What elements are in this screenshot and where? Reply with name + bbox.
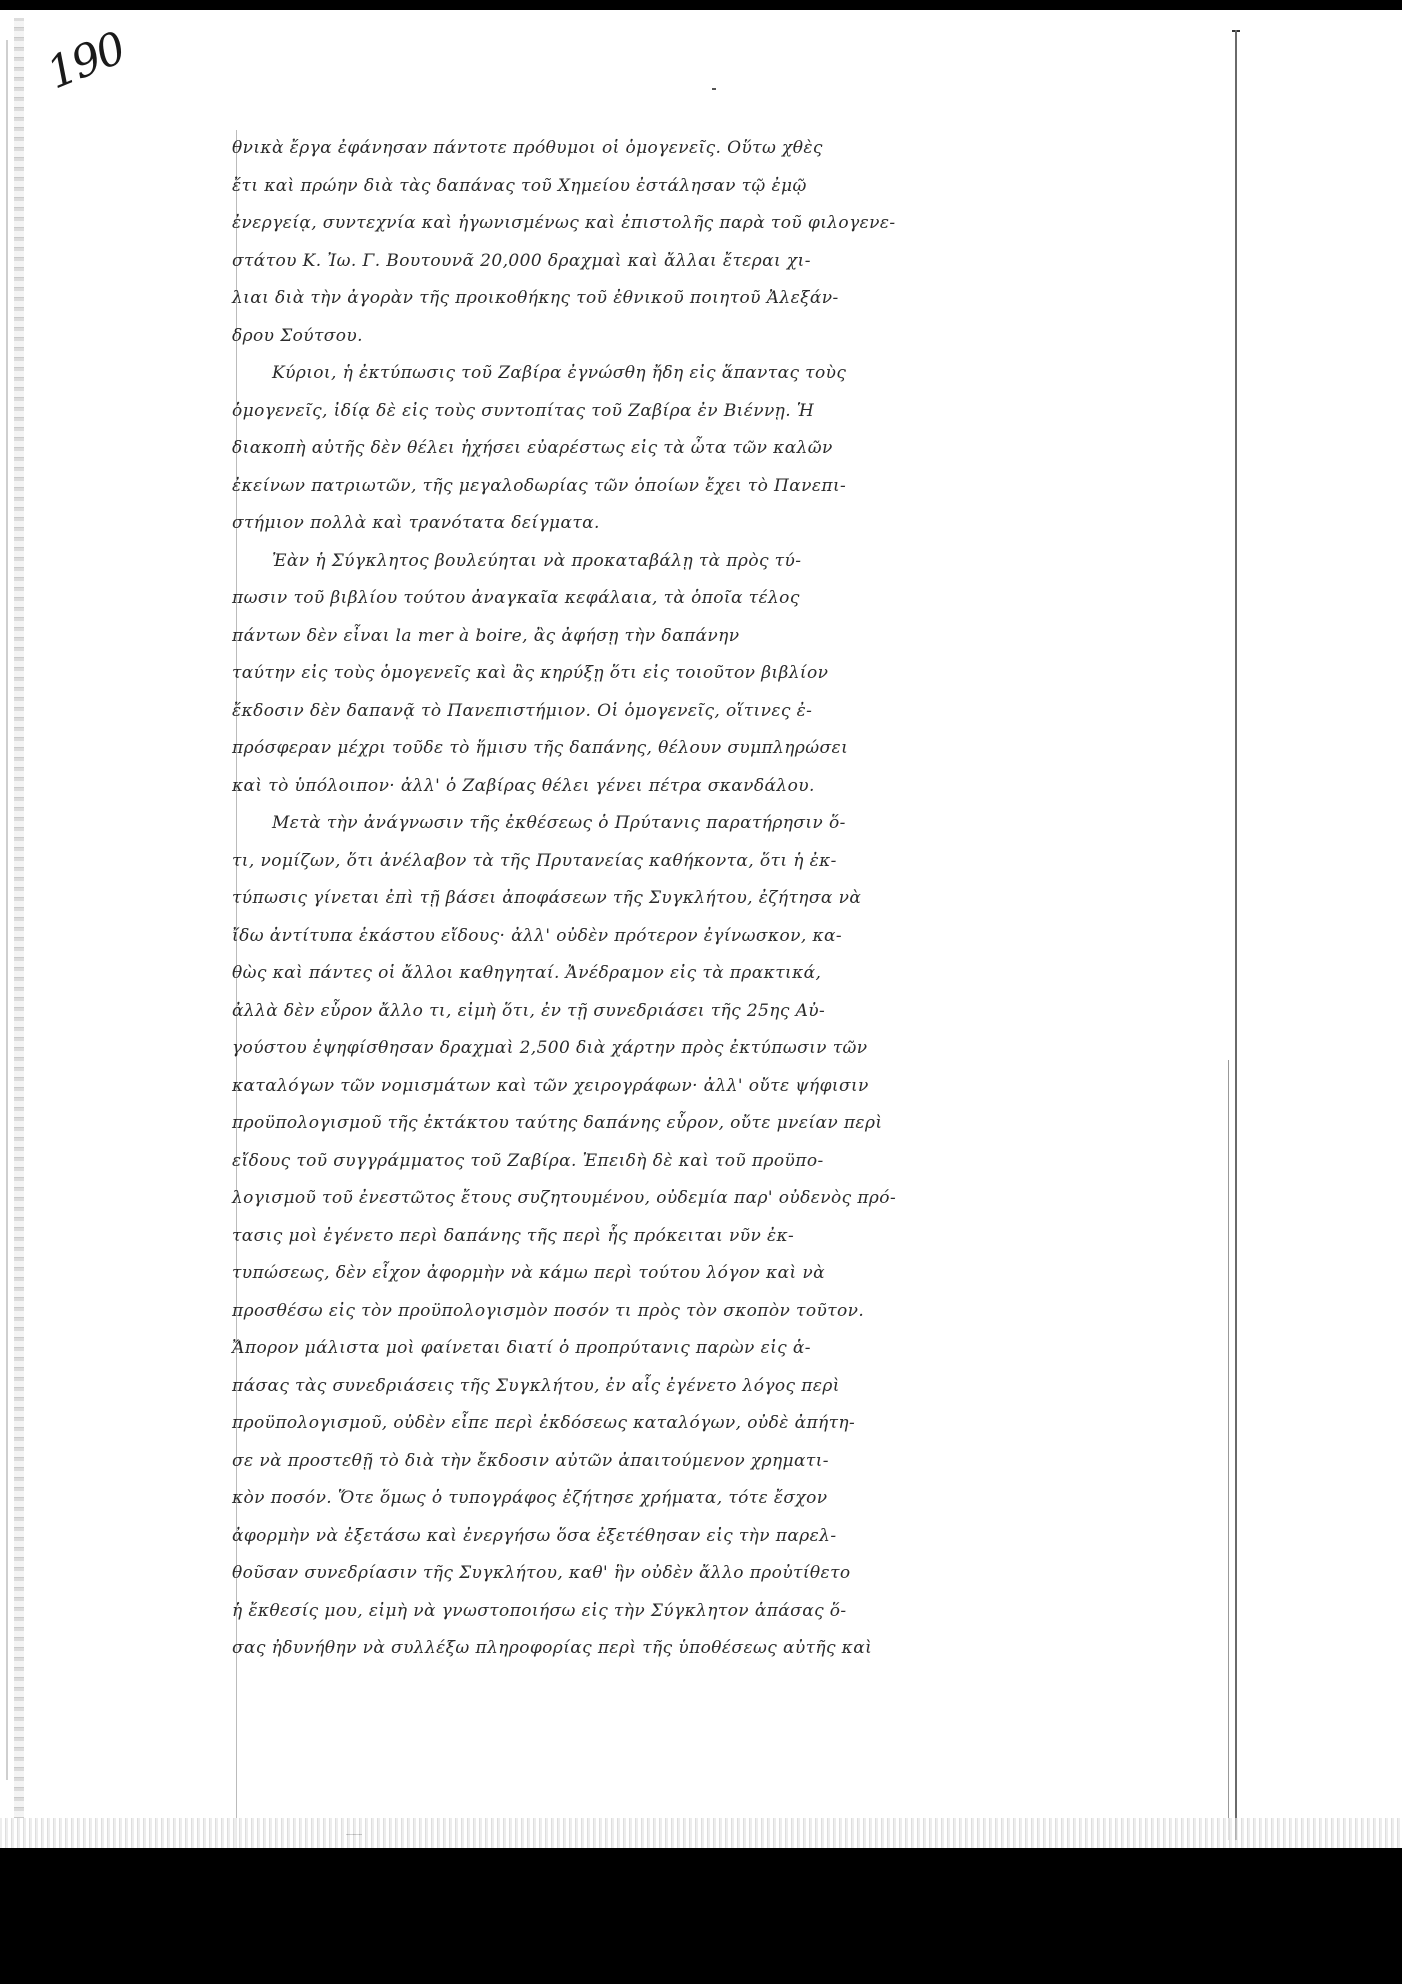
text-line: κὸν ποσόν. Ὅτε ὅμως ὁ τυπογράφος ἐζήτησε χρήματα, τότε ἔσχον bbox=[232, 1488, 828, 1508]
text-line: Μετὰ τὴν ἀνάγνωσιν τῆς ἐκθέσεως ὁ Πρύτανις παρατήρησιν ὅ- bbox=[272, 813, 846, 833]
scan-edge bbox=[6, 40, 8, 1780]
text-line: ταύτην εἰς τοὺς ὁμογενεῖς καὶ ἂς κηρύξῃ ὅτι εἰς τοιοῦτον βιβλίον bbox=[232, 663, 829, 683]
text-line: Ἄπορον μάλιστα μοὶ φαίνεται διατί ὁ προπρύτανις παρὼν εἰς ἁ- bbox=[232, 1338, 811, 1358]
text-line: ἔτι καὶ πρώην διὰ τὰς δαπάνας τοῦ Χημείου ἐστάλησαν τῷ ἐμῷ bbox=[232, 175, 807, 196]
text-line: δρου Σούτσου. bbox=[232, 325, 363, 346]
text-line: πάντων δὲν εἶναι la mer à boire, ἂς ἀφήσῃ τὴν δαπάνην bbox=[232, 625, 740, 646]
text-line: τι, νομίζων, ὅτι ἀνέλαβον τὰ τῆς Πρυτανείας καθήκοντα, ὅτι ἡ ἐκ- bbox=[232, 850, 837, 871]
text-line: πρόσφεραν μέχρι τοῦδε τὸ ἥμισυ τῆς δαπάνης, θέλουν συμπληρώσει bbox=[232, 738, 849, 758]
right-page-edge bbox=[1235, 30, 1237, 1840]
text-line: σε νὰ προστεθῇ τὸ διὰ τὴν ἔκδοσιν αὐτῶν ἀπαιτούμενον χρηματι- bbox=[232, 1450, 829, 1471]
text-line: ἐκείνων πατριωτῶν, τῆς μεγαλοδωρίας τῶν ὁποίων ἔχει τὸ Πανεπι- bbox=[232, 475, 847, 496]
text-line: διακοπὴ αὐτῆς δὲν θέλει ἠχήσει εὐαρέστως εἰς τὰ ὦτα τῶν καλῶν bbox=[232, 438, 833, 458]
scan-top-border bbox=[0, 0, 1402, 10]
text-line: λογισμοῦ τοῦ ἐνεστῶτος ἔτους συζητουμένου, οὐδεμία παρ' οὐδενὸς πρό- bbox=[232, 1188, 897, 1208]
text-line: γούστου ἐψηφίσθησαν δραχμαὶ 2,500 διὰ χάρτην πρὸς ἐκτύπωσιν τῶν bbox=[232, 1038, 868, 1058]
text-line: πάσας τὰς συνεδριάσεις τῆς Συγκλήτου, ἐν αἷς ἐγένετο λόγος περὶ bbox=[232, 1375, 840, 1396]
page-number: 190 bbox=[40, 22, 132, 100]
text-line: εἴδους τοῦ συγγράμματος τοῦ Ζαβίρα. Ἐπειδὴ δὲ καὶ τοῦ προϋπο- bbox=[232, 1150, 824, 1171]
scan-bottom-edge bbox=[0, 1818, 1402, 1848]
text-line: ὁμογενεῖς, ἰδίᾳ δὲ εἰς τοὺς συντοπίτας τοῦ Ζαβίρα ἐν Βιέννῃ. Ἡ bbox=[232, 400, 815, 421]
manuscript-text bbox=[232, 130, 1082, 1668]
text-line: ἐνεργείᾳ, συντεχνία καὶ ἠγωνισμένως καὶ ἐπιστολῆς παρὰ τοῦ φιλογενε- bbox=[232, 213, 896, 233]
text-line: Κύριοι, ἡ ἐκτύπωσις τοῦ Ζαβίρα ἐγνώσθη ἤδη εἰς ἅπαντας τοὺς bbox=[272, 363, 847, 383]
text-line: προϋπολογισμοῦ τῆς ἐκτάκτου ταύτης δαπάνης εὗρον, οὔτε μνείαν περὶ bbox=[232, 1113, 883, 1133]
right-page-edge-inner bbox=[1228, 1060, 1229, 1840]
text-line: θοῦσαν συνεδρίασιν τῆς Συγκλήτου, καθ' ἣν οὐδὲν ἄλλο προὐτίθετο bbox=[232, 1563, 851, 1583]
text-line: καταλόγων τῶν νομισμάτων καὶ τῶν χειρογράφων· ἀλλ' οὔτε ψήφισιν bbox=[232, 1075, 869, 1096]
text-line: ἔκδοσιν δὲν δαπανᾷ τὸ Πανεπιστήμιον. Οἱ ὁμογενεῖς, οἵτινες ἐ- bbox=[232, 700, 813, 721]
text-line: στήμιον πολλὰ καὶ τρανότατα δείγματα. bbox=[232, 513, 600, 533]
text-line: πωσιν τοῦ βιβλίου τούτου ἀναγκαῖα κεφάλαια, τὰ ὁποῖα τέλος bbox=[232, 588, 800, 608]
text-line: προϋπολογισμοῦ, οὐδὲν εἶπε περὶ ἐκδόσεως καταλόγων, οὐδὲ ἀπήτη- bbox=[232, 1413, 856, 1433]
scan-binding-edge bbox=[14, 18, 24, 1818]
text-line: ἀλλὰ δὲν εὗρον ἄλλο τι, εἰμὴ ὅτι, ἐν τῇ συνεδριάσει τῆς 25ης Αὐ- bbox=[232, 1000, 826, 1021]
text-line: ἡ ἔκθεσίς μου, εἰμὴ νὰ γνωστοποιήσω εἰς τὴν Σύγκλητον ἁπάσας ὅ- bbox=[232, 1600, 847, 1621]
text-line: τασις μοὶ ἐγένετο περὶ δαπάνης τῆς περὶ ἧς πρόκειται νῦν ἐκ- bbox=[232, 1225, 795, 1246]
text-line: στάτου Κ. Ἰω. Γ. Βουτουνᾶ 20,000 δραχμαὶ καὶ ἄλλαι ἔτεραι χι- bbox=[232, 250, 811, 271]
text-line: Ἐὰν ἡ Σύγκλητος βουλεύηται νὰ προκαταβάλῃ τὰ πρὸς τύ- bbox=[272, 550, 802, 571]
text-line: τύπωσις γίνεται ἐπὶ τῇ βάσει ἀποφάσεων τῆς Συγκλήτου, ἐζήτησα νὰ bbox=[232, 888, 862, 908]
text-line: καὶ τὸ ὑπόλοιπον· ἀλλ' ὁ Ζαβίρας θέλει γένει πέτρα σκανδάλου. bbox=[232, 775, 815, 796]
ink-mark bbox=[712, 88, 716, 90]
text-line: προσθέσω εἰς τὸν προϋπολογισμὸν ποσόν τι πρὸς τὸν σκοπὸν τοῦτον. bbox=[232, 1300, 865, 1321]
text-line: θνικὰ ἔργα ἐφάνησαν πάντοτε πρόθυμοι οἱ ὁμογενεῖς. Οὕτω χθὲς bbox=[232, 138, 823, 158]
text-line: θὼς καὶ πάντες οἱ ἄλλοι καθηγηταί. Ἀνέδραμον εἰς τὰ πρακτικά, bbox=[232, 963, 822, 983]
text-line: λιαι διὰ τὴν ἀγορὰν τῆς προικοθήκης τοῦ ἐθνικοῦ ποιητοῦ Ἀλεξάν- bbox=[232, 288, 839, 308]
text-line: ἀφορμὴν νὰ ἐξετάσω καὶ ἐνεργήσω ὅσα ἐξετέθησαν εἰς τὴν παρελ- bbox=[232, 1525, 837, 1546]
text-line: σας ἠδυνήθην νὰ συλλέξω πληροφορίας περὶ τῆς ὑποθέσεως αὐτῆς καὶ bbox=[232, 1638, 873, 1658]
scan-bottom-border bbox=[0, 1848, 1402, 1984]
text-line: τυπώσεως, δὲν εἶχον ἀφορμὴν νὰ κάμω περὶ τούτου λόγον καὶ νὰ bbox=[232, 1263, 825, 1283]
text-line: ἴδω ἀντίτυπα ἑκάστου εἴδους· ἀλλ' οὐδὲν πρότερον ἐγίνωσκον, κα- bbox=[232, 925, 843, 946]
